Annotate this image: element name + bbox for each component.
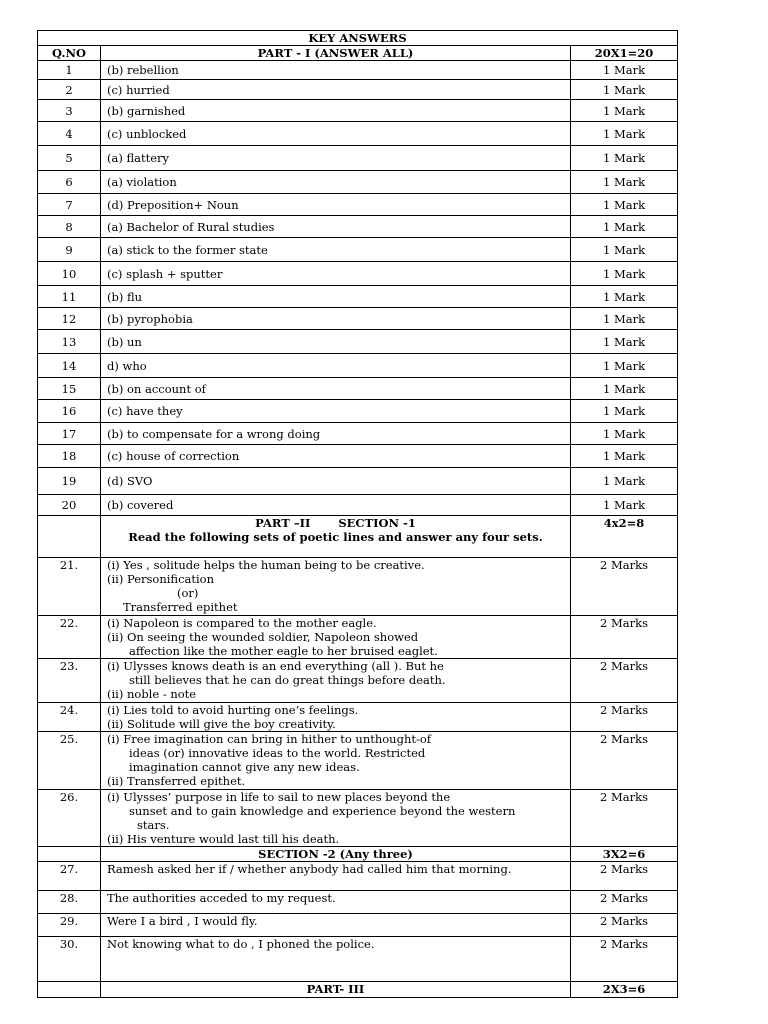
blank-cell [38,982,101,998]
table-row [38,495,678,516]
part2-heading-cell [101,516,571,558]
marks: 2 Marks [571,732,678,790]
answer-text: (b) flu [101,286,571,308]
answer-text: (a) flattery [101,146,571,171]
marks: 2 Marks [571,558,678,616]
table-row [38,616,678,659]
answer-text [101,703,571,732]
marks: 1 Mark [571,330,678,354]
marks: 1 Mark [571,194,678,216]
question-number: 9 [38,238,101,262]
answer-text: (c) house of correction [101,445,571,468]
table-row [38,80,678,100]
marks: 2 Marks [571,703,678,732]
table-row [38,703,678,732]
answer-text: (c) unblocked [101,122,571,146]
table-row [38,423,678,445]
answer-line: (ii) His venture would last till his death. [107,832,340,846]
question-number: 3 [38,100,101,122]
marks: 1 Mark [571,61,678,80]
marks: 1 Mark [571,378,678,400]
question-number: 20 [38,495,101,516]
answer-text: (b) covered [101,495,571,516]
part3-marks: 2X3=6 [571,982,678,998]
table-row [38,216,678,238]
question-number: 4 [38,122,101,146]
answer-text [101,558,571,616]
part2-header-row [38,516,678,558]
marks: 1 Mark [571,286,678,308]
marks: 1 Mark [571,423,678,445]
answer-line: (i) Free imagination can bring in hither to unthought-of [107,732,432,746]
answer-text: (b) garnished [101,100,571,122]
table-row [38,468,678,495]
answer-line: (ii) Transferred epithet. [107,774,246,788]
answer-line: (i) Ulysses’ purpose in life to sail to new places beyond the [107,790,451,804]
question-number: 18 [38,445,101,468]
table-row [38,445,678,468]
question-number: 12 [38,308,101,330]
table-row [38,122,678,146]
answer-text: (d) Preposition+ Noun [101,194,571,216]
answer-text: d) who [101,354,571,378]
answer-text: (c) hurried [101,80,571,100]
table-row [38,400,678,423]
question-number: 7 [38,194,101,216]
question-number: 5 [38,146,101,171]
page-title: KEY ANSWERS [38,31,678,46]
marks: 1 Mark [571,354,678,378]
part3-heading: PART- III [101,982,571,998]
table-row [38,558,678,616]
marks: 1 Mark [571,216,678,238]
question-number: 23. [38,659,101,703]
question-number: 26. [38,790,101,847]
answer-line: affection like the mother eagle to her bruised eaglet. [129,644,438,658]
table-row [38,146,678,171]
answer-text: Ramesh asked her if / whether anybody had called him that morning. [101,862,571,891]
title-row [38,31,678,46]
answer-line: (i) Napoleon is compared to the mother eagle. [107,616,377,630]
question-number: 25. [38,732,101,790]
table-row [38,891,678,914]
answer-text: (d) SVO [101,468,571,495]
marks: 2 Marks [571,616,678,659]
marks: 2 Marks [571,937,678,982]
question-number: 29. [38,914,101,937]
marks: 1 Mark [571,146,678,171]
question-number: 22. [38,616,101,659]
marks: 1 Mark [571,262,678,286]
question-number: 24. [38,703,101,732]
answer-text: The authorities acceded to my request. [101,891,571,914]
table-row [38,286,678,308]
question-number: 2 [38,80,101,100]
question-number: 19 [38,468,101,495]
answer-line: imagination cannot give any new ideas. [129,760,360,774]
answer-text: (a) Bachelor of Rural studies [101,216,571,238]
part1-heading: PART - I (ANSWER ALL) [101,46,571,61]
answer-line: stars. [137,818,170,832]
table-row [38,790,678,847]
answer-line: (ii) noble - note [107,687,197,701]
marks: 1 Mark [571,122,678,146]
blank-cell [38,847,101,862]
answer-text: Not knowing what to do , I phoned the police. [101,937,571,982]
answer-text: (c) have they [101,400,571,423]
marks: 1 Mark [571,400,678,423]
table-row [38,862,678,891]
answer-line: sunset and to gain knowledge and experience beyond the western [129,804,516,818]
answer-text: (a) stick to the former state [101,238,571,262]
answer-line: (or) [177,586,199,600]
marks: 1 Mark [571,445,678,468]
answer-line: (ii) On seeing the wounded soldier, Napoleon showed [107,630,419,644]
question-number: 30. [38,937,101,982]
answer-line: Transferred epithet [123,600,238,614]
question-number: 16 [38,400,101,423]
table-row [38,171,678,194]
answer-text: (b) un [101,330,571,354]
table-row [38,937,678,982]
part1-marks: 20X1=20 [571,46,678,61]
table-row [38,262,678,286]
answer-text [101,616,571,659]
answer-line: (i) Yes , solitude helps the human being to be creative. [107,558,425,572]
marks: 1 Mark [571,468,678,495]
table-row [38,238,678,262]
question-number: 27. [38,862,101,891]
table-row [38,732,678,790]
qno-header: Q.NO [38,46,101,61]
answer-line: (i) Lies told to avoid hurting one’s feelings. [107,703,359,717]
marks: 1 Mark [571,171,678,194]
answer-line: (ii) Personification [107,572,215,586]
answer-text: (b) rebellion [101,61,571,80]
table-row [38,914,678,937]
question-number: 1 [38,61,101,80]
section2-marks: 3X2=6 [571,847,678,862]
marks: 2 Marks [571,914,678,937]
section2-heading: SECTION -2 (Any three) [101,847,571,862]
part2-instruction: Read the following sets of poetic lines and answer any four sets. [128,530,543,544]
marks: 2 Marks [571,862,678,891]
question-number: 8 [38,216,101,238]
question-number: 10 [38,262,101,286]
answer-text [101,659,571,703]
table-row [38,100,678,122]
question-number: 6 [38,171,101,194]
answer-key-table [37,30,678,998]
question-number: 13 [38,330,101,354]
marks: 1 Mark [571,238,678,262]
answer-text [101,732,571,790]
part1-header-row [38,46,678,61]
answer-line: (i) Ulysses knows death is an end everything (all ). But he [107,659,444,673]
answer-text: (b) to compensate for a wrong doing [101,423,571,445]
question-number: 14 [38,354,101,378]
marks: 2 Marks [571,891,678,914]
table-row [38,308,678,330]
answer-text: (b) pyrophobia [101,308,571,330]
blank-cell [38,516,101,558]
answer-text: (a) violation [101,171,571,194]
table-row [38,354,678,378]
answer-text: (c) splash + sputter [101,262,571,286]
marks: 2 Marks [571,790,678,847]
marks: 1 Mark [571,80,678,100]
table-row [38,378,678,400]
marks: 2 Marks [571,659,678,703]
table-row [38,330,678,354]
answer-line: still believes that he can do great things before death. [129,673,446,687]
marks: 1 Mark [571,100,678,122]
question-number: 21. [38,558,101,616]
part2-marks: 4x2=8 [571,516,678,558]
part3-header-row [38,982,678,998]
table-row [38,61,678,80]
answer-line: (ii) Solitude will give the boy creativity. [107,717,336,731]
question-number: 28. [38,891,101,914]
question-number: 17 [38,423,101,445]
question-number: 15 [38,378,101,400]
answer-line: ideas (or) innovative ideas to the world. Restricted [129,746,426,760]
answer-text [101,790,571,847]
marks: 1 Mark [571,495,678,516]
marks: 1 Mark [571,308,678,330]
table-row [38,659,678,703]
question-number: 11 [38,286,101,308]
answer-text: Were I a bird , I would fly. [101,914,571,937]
answer-text: (b) on account of [101,378,571,400]
part2-heading: PART –II SECTION -1 [255,516,416,530]
section2-header-row [38,847,678,862]
table-row [38,194,678,216]
